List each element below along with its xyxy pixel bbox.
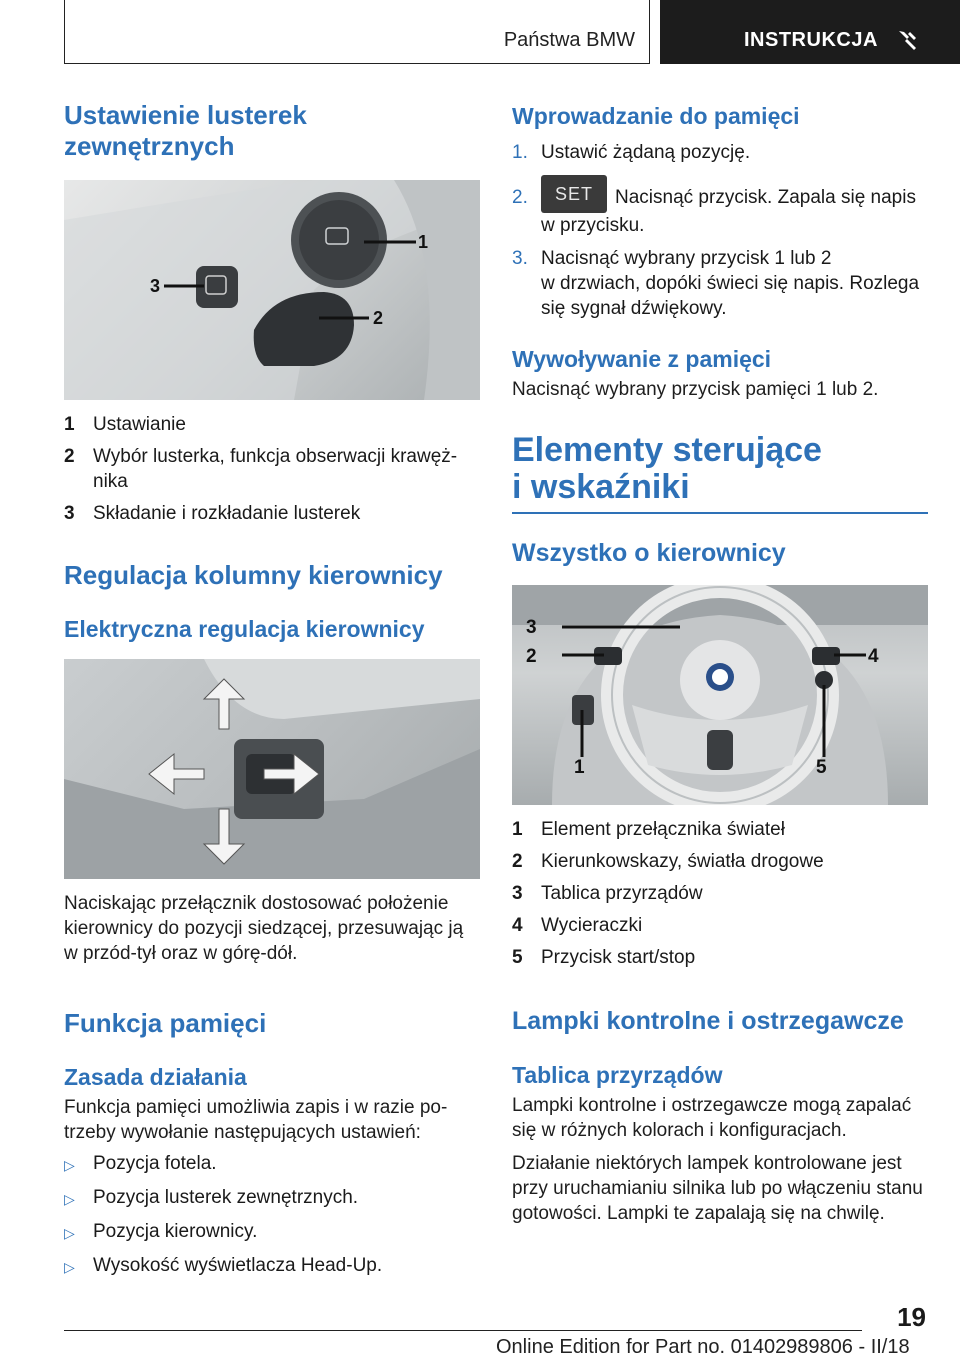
steering-wheel-illustration	[512, 585, 928, 805]
list-item: 2. SET Nacisnąć przycisk. Zapala się napis w przycisku.	[512, 175, 928, 238]
callout-3: 3	[150, 276, 161, 296]
principle-heading: Zasada działania	[64, 1064, 247, 1090]
list-item: 1 Element przełącznika świateł	[512, 819, 785, 840]
callout-5: 5	[816, 757, 827, 778]
wheel-legend	[512, 817, 928, 970]
memory-bullet-list	[64, 1151, 480, 1280]
triangle-bullet-icon: ▷	[64, 1191, 75, 1207]
steering-wheel-photo	[512, 585, 928, 805]
memory-steps	[512, 140, 928, 321]
steering-adjust-photo	[64, 659, 480, 879]
header-chapter-label: Państwa BMW	[503, 29, 635, 51]
list-item: 2 Wybór lusterka, funkcja obserwacji krawęż-	[64, 446, 458, 467]
callout-2: 2	[526, 646, 537, 667]
lamps-text-2: Działanie niektórych lampek kontrolowane jest przy uruchamianiu silnika lub po włączeniu stanu gotowości. Lampki te zapalają się na chwilę.	[512, 1153, 923, 1224]
mirror-legend	[64, 412, 480, 526]
lamps-text-1: Lampki kontrolne i ostrzegawcze mogą zapalać się w różnych kolorach i konfiguracjach.	[512, 1095, 912, 1141]
callout-2: 2	[373, 308, 384, 328]
list-item: ▷ Wysokość wyświetlacza Head-Up.	[64, 1253, 480, 1280]
header-right-box	[660, 0, 960, 64]
triangle-bullet-icon: ▷	[64, 1259, 75, 1275]
memory-recall-text: Nacisnąć wybrany przycisk pamięci 1 lub 2.	[512, 379, 879, 400]
list-item: ▷ Pozycja kierownicy.	[64, 1219, 480, 1246]
list-item: 2 Kierunkowskazy, światła drogowe	[512, 851, 824, 872]
right-column	[512, 100, 928, 1226]
steering-column-heading: Regulacja kolumny kierownicy	[64, 560, 443, 590]
memory-store-heading: Wprowadzanie do pamięci	[512, 103, 800, 129]
list-item: nika	[93, 471, 128, 492]
header-section-label: INSTRUKCJA	[744, 29, 878, 51]
left-column	[64, 100, 480, 1280]
list-item: 5 Przycisk start/stop	[512, 947, 696, 968]
list-item: 1 Ustawianie	[64, 414, 186, 435]
list-item: 3 Tablica przyrządów	[512, 883, 703, 904]
edition-label: Online Edition for Part no. 01402989806 - II/18	[496, 1336, 910, 1358]
list-item: 4 Wycieraczki	[512, 915, 643, 936]
set-button-icon: SET	[541, 175, 607, 213]
mirror-control-illustration	[64, 180, 480, 400]
warning-lamps-heading: Lampki kontrolne i ostrzegawcze	[512, 1007, 904, 1035]
list-item: ▷ Pozycja fotela.	[64, 1151, 480, 1178]
callout-3: 3	[526, 617, 537, 638]
steering-wheel-heading: Wszystko o kierownicy	[512, 539, 786, 567]
heading-divider	[512, 512, 928, 514]
steering-adjust-illustration	[64, 659, 480, 879]
mirror-control-photo	[64, 180, 480, 400]
memory-recall-heading: Wywoływanie z pamięci	[512, 346, 772, 372]
callout-1: 1	[418, 232, 429, 252]
triangle-bullet-icon: ▷	[64, 1225, 75, 1241]
list-item: 3. Nacisnąć wybrany przycisk 1 lub 2 w drzwiach, dopóki świeci się napis. Rozlega się sygnał dźwiękowy.	[512, 248, 920, 319]
triangle-bullet-icon: ▷	[64, 1157, 75, 1173]
wrench-icon	[896, 28, 920, 52]
footer-divider	[64, 1330, 862, 1331]
callout-4: 4	[868, 646, 879, 667]
principle-text: Funkcja pamięci umożliwia zapis i w razie po- trzeby wywołanie następujących ustawień:	[64, 1097, 448, 1143]
controls-heading: Elementy sterujące i wskaźniki	[512, 431, 822, 506]
instrument-cluster-heading: Tablica przyrządów	[512, 1062, 723, 1088]
list-item: 3 Składanie i rozkładanie lusterek	[64, 503, 361, 524]
list-item: ▷ Pozycja lusterek zewnętrznych.	[64, 1185, 480, 1212]
memory-heading: Funkcja pamięci	[64, 1008, 267, 1038]
callout-1: 1	[574, 757, 585, 778]
header-left-box	[64, 0, 650, 64]
mirror-heading: Ustawienie lusterek zewnętrznych	[64, 100, 307, 161]
page-number: 19	[897, 1302, 926, 1332]
list-item: 1. Ustawić żądaną pozycję.	[512, 142, 751, 163]
electric-adjust-heading: Elektryczna regulacja kierownicy	[64, 616, 425, 642]
steering-adjust-text: Naciskając przełącznik dostosować położenie kierownicy do pozycji siedzącej, przesuwając ją w przód-tył oraz w górę-dół.	[64, 893, 464, 964]
